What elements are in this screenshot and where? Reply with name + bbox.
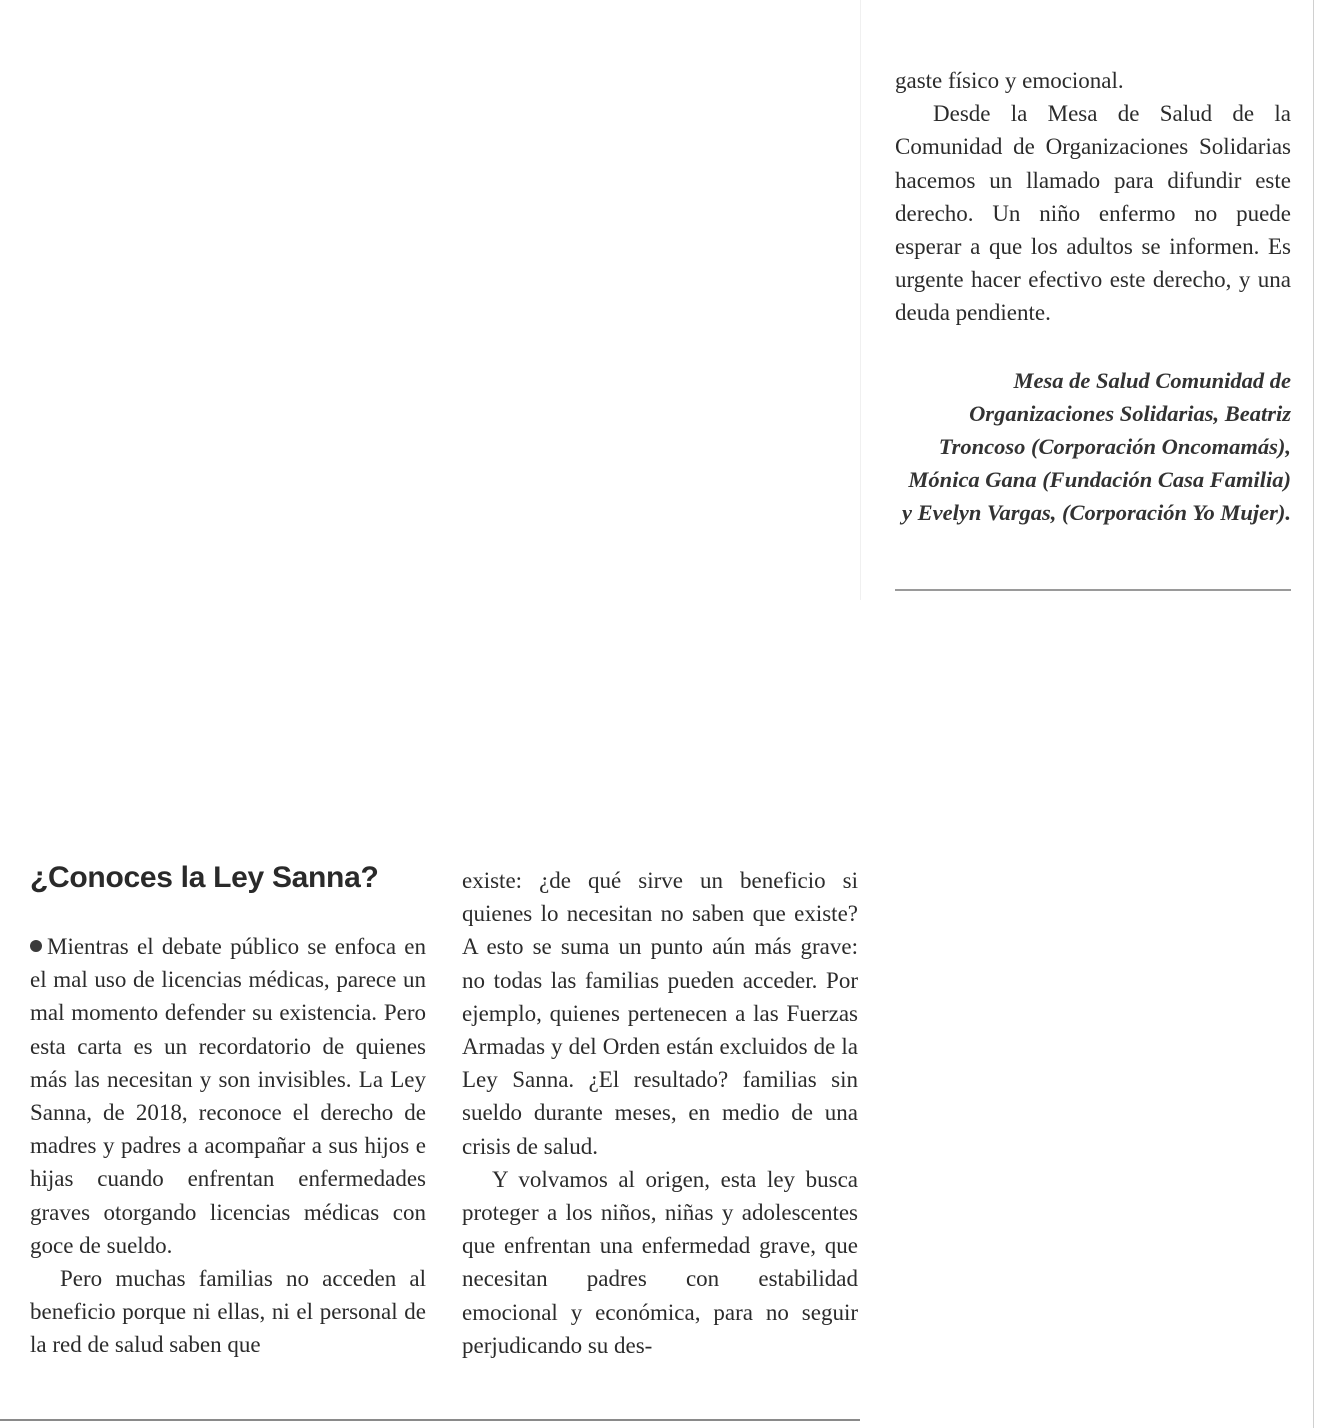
previous-letter-continuation [895, 64, 1291, 530]
article-column-left [30, 930, 426, 1362]
continuation-paragraph: gaste físico y emocional. [895, 68, 1124, 93]
column-divider [860, 0, 861, 600]
article-title: ¿Conoces la Ley Sanna? [30, 861, 379, 894]
article-paragraph-text: Mientras el debate público se enfoca en el mal uso de licencias médicas, parece un mal momento defender su existencia. Pero esta carta es un recordatorio de quienes más las necesitan y son invisibles. La Ley Sanna, de 2018, reconoce el derecho de madres y padres a acompañar a sus hijos e hijas cuando enfrentan enfermedades graves otorgando licencias médicas con goce de sueldo. [30, 934, 426, 1258]
bullet-icon [30, 940, 42, 952]
letter-paragraph: Desde la Mesa de Salud de la Comunidad de Organizaciones Solidarias hacemos un llamado para difundir este derecho. Un niño enfermo no puede esperar a que los adultos se informen. Es urgente hacer efectivo este derecho, y una deuda pendiente. [895, 101, 1291, 326]
article-paragraph: Y volvamos al origen, esta ley busca proteger a los niños, niñas y adolescentes que enfrentan una enfermedad grave, que necesitan padres con estabilidad emocional y económica, para no seguir perjudicando su des- [462, 1166, 858, 1358]
article-paragraph: existe: ¿de qué sirve un beneficio si quienes lo necesitan no saben que existe? A esto se suma un punto aún más grave: no todas las familias pueden acceder. Por ejemplo, quienes pertenecen a las Fuerzas Armadas y del Orden están excluidos de la Ley Sanna. ¿El resultado? familias sin sueldo durante meses, en medio de una crisis de salud. [462, 868, 858, 1159]
page-edge [1313, 0, 1314, 1428]
article-paragraph: Pero muchas familias no acceden al beneficio porque ni ellas, ni el personal de la red de salud saben que [30, 1266, 426, 1358]
article-bottom-divider [0, 1419, 860, 1421]
letter-signature: Mesa de Salud Comunidad de Organizaciones Solidarias, Beatriz Troncoso (Corporación Oncomamás), Mónica Gana (Fundación Casa Familia) y Evelyn Vargas, (Corporación Yo Mujer). [902, 367, 1291, 526]
signature-divider [895, 589, 1291, 591]
article-column-right [462, 864, 858, 1362]
article-paragraph [30, 930, 426, 1262]
